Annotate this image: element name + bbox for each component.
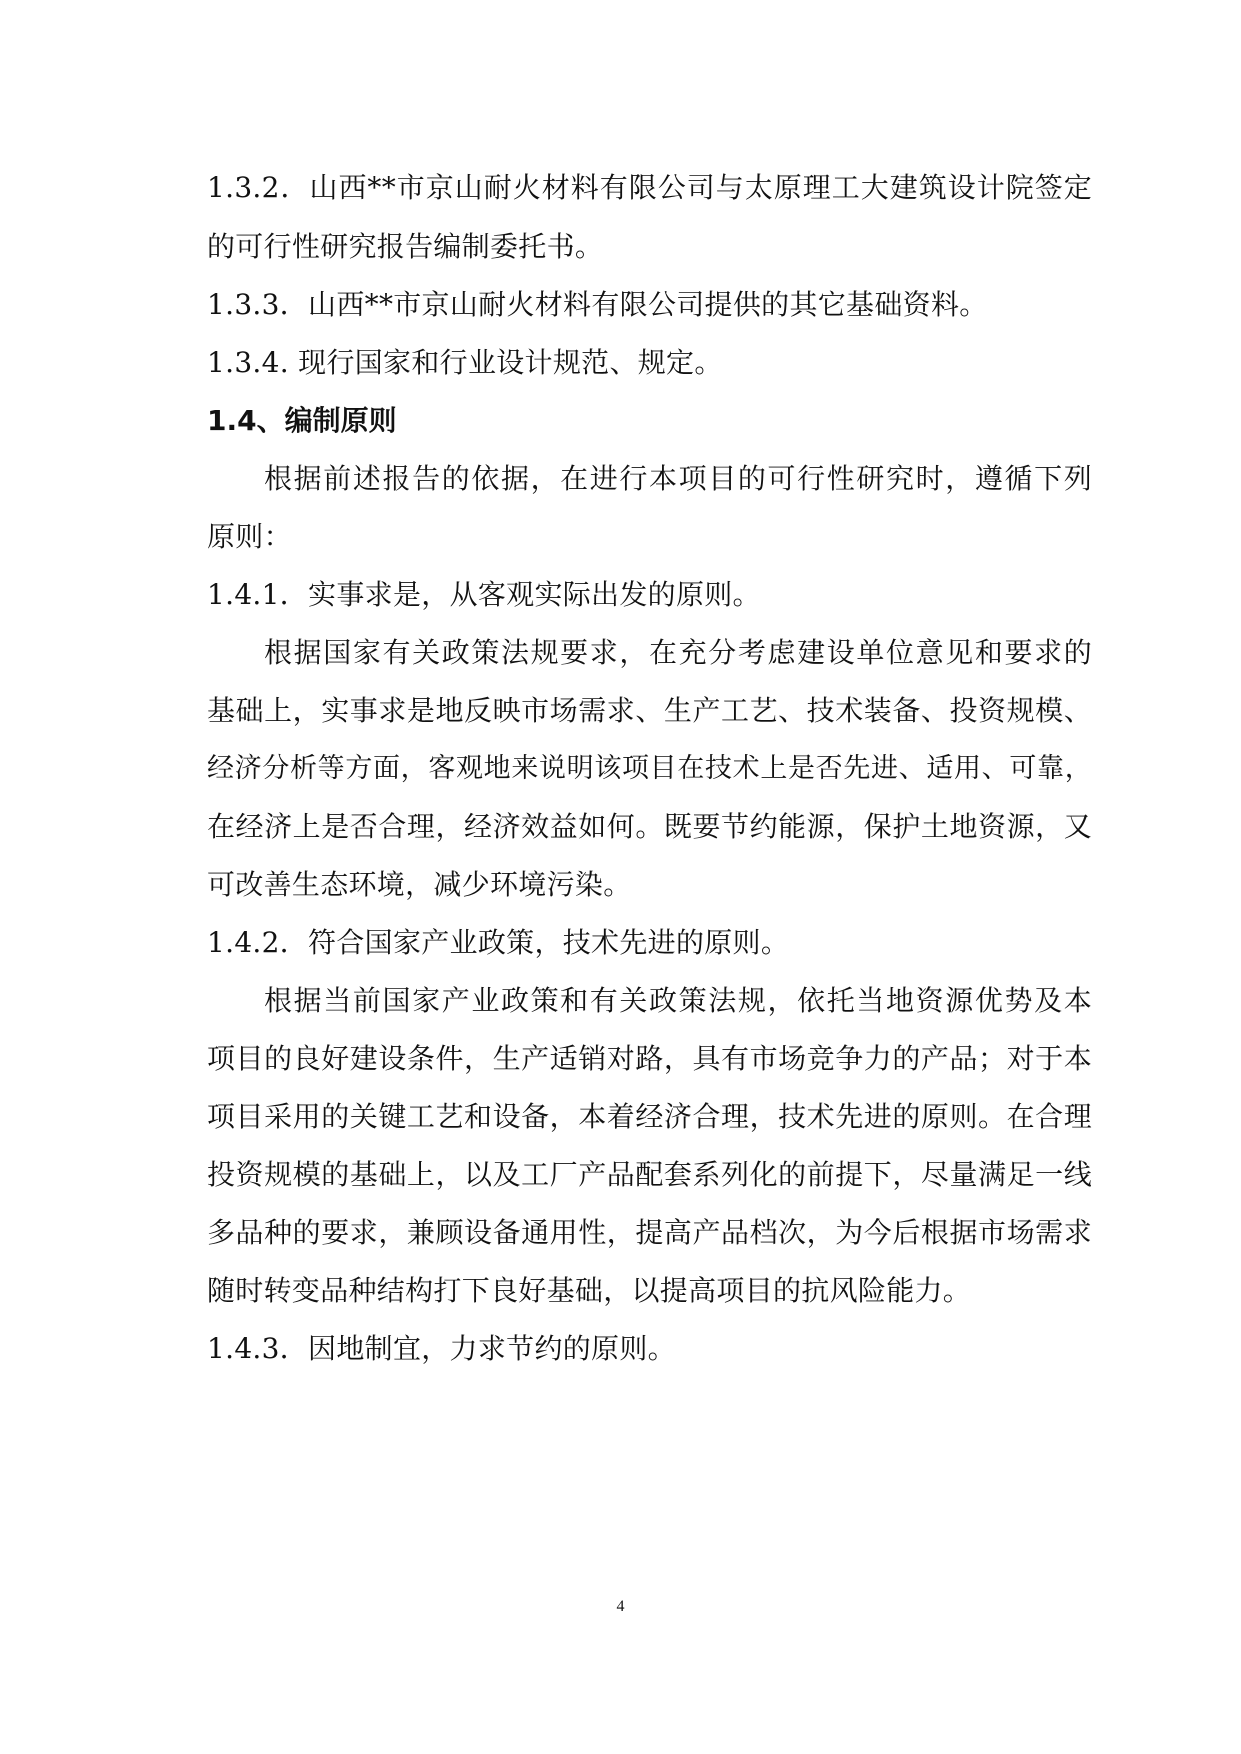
paragraph-1-4-2-line-5: 多品种的要求，兼顾设备通用性，提高产品档次，为今后根据市场需求 — [207, 1216, 1092, 1249]
item-1-3-4: 1.3.4. 现行国家和行业设计规范、规定。 — [207, 346, 723, 379]
paragraph-intro-line-2: 原则： — [207, 520, 292, 553]
paragraph-1-4-1-line-3: 经济分析等方面，客观地来说明该项目在技术上是否先进、适用、可靠， — [207, 753, 1092, 784]
item-1-4-2: 1.4.2．符合国家产业政策，技术先进的原则。 — [207, 926, 790, 959]
paragraph-1-4-2-line-3: 项目采用的关键工艺和设备，本着经济合理，技术先进的原则。在合理 — [207, 1100, 1092, 1133]
page-number: 4 — [616, 1598, 625, 1615]
paragraph-1-4-1-line-1: 根据国家有关政策法规要求，在充分考虑建设单位意见和要求的 — [264, 636, 1092, 669]
paragraph-1-4-1-line-5: 可改善生态环境，减少环境污染。 — [207, 868, 632, 901]
paragraph-1-4-2-line-4: 投资规模的基础上，以及工厂产品配套系列化的前提下，尽量满足一线 — [207, 1158, 1092, 1191]
paragraph-1-4-2-line-2: 项目的良好建设条件，生产适销对路，具有市场竞争力的产品；对于本 — [207, 1042, 1092, 1075]
item-1-4-3: 1.4.3．因地制宜，力求节约的原则。 — [207, 1332, 676, 1365]
item-1-3-3: 1.3.3．山西**市京山耐火材料有限公司提供的其它基础资料。 — [207, 288, 988, 321]
item-1-4-1: 1.4.1．实事求是，从客观实际出发的原则。 — [207, 578, 761, 611]
paragraph-1-4-1-line-2: 基础上，实事求是地反映市场需求、生产工艺、技术装备、投资规模、 — [207, 694, 1092, 727]
section-heading-1-4: 1.4、编制原则 — [207, 404, 397, 437]
paragraph-intro-line-1: 根据前述报告的依据，在进行本项目的可行性研究时，遵循下列 — [264, 462, 1092, 495]
item-1-3-2-line-2: 的可行性研究报告编制委托书。 — [207, 230, 604, 263]
paragraph-1-4-1-line-4: 在经济上是否合理，经济效益如何。既要节约能源，保护土地资源，又 — [207, 810, 1092, 843]
paragraph-1-4-2-line-6: 随时转变品种结构打下良好基础，以提高项目的抗风险能力。 — [207, 1274, 972, 1307]
item-1-3-2-line-1: 1.3.2．山西**市京山耐火材料有限公司与太原理工大建筑设计院签定 — [207, 171, 1092, 204]
paragraph-1-4-2-line-1: 根据当前国家产业政策和有关政策法规，依托当地资源优势及本 — [264, 984, 1092, 1017]
